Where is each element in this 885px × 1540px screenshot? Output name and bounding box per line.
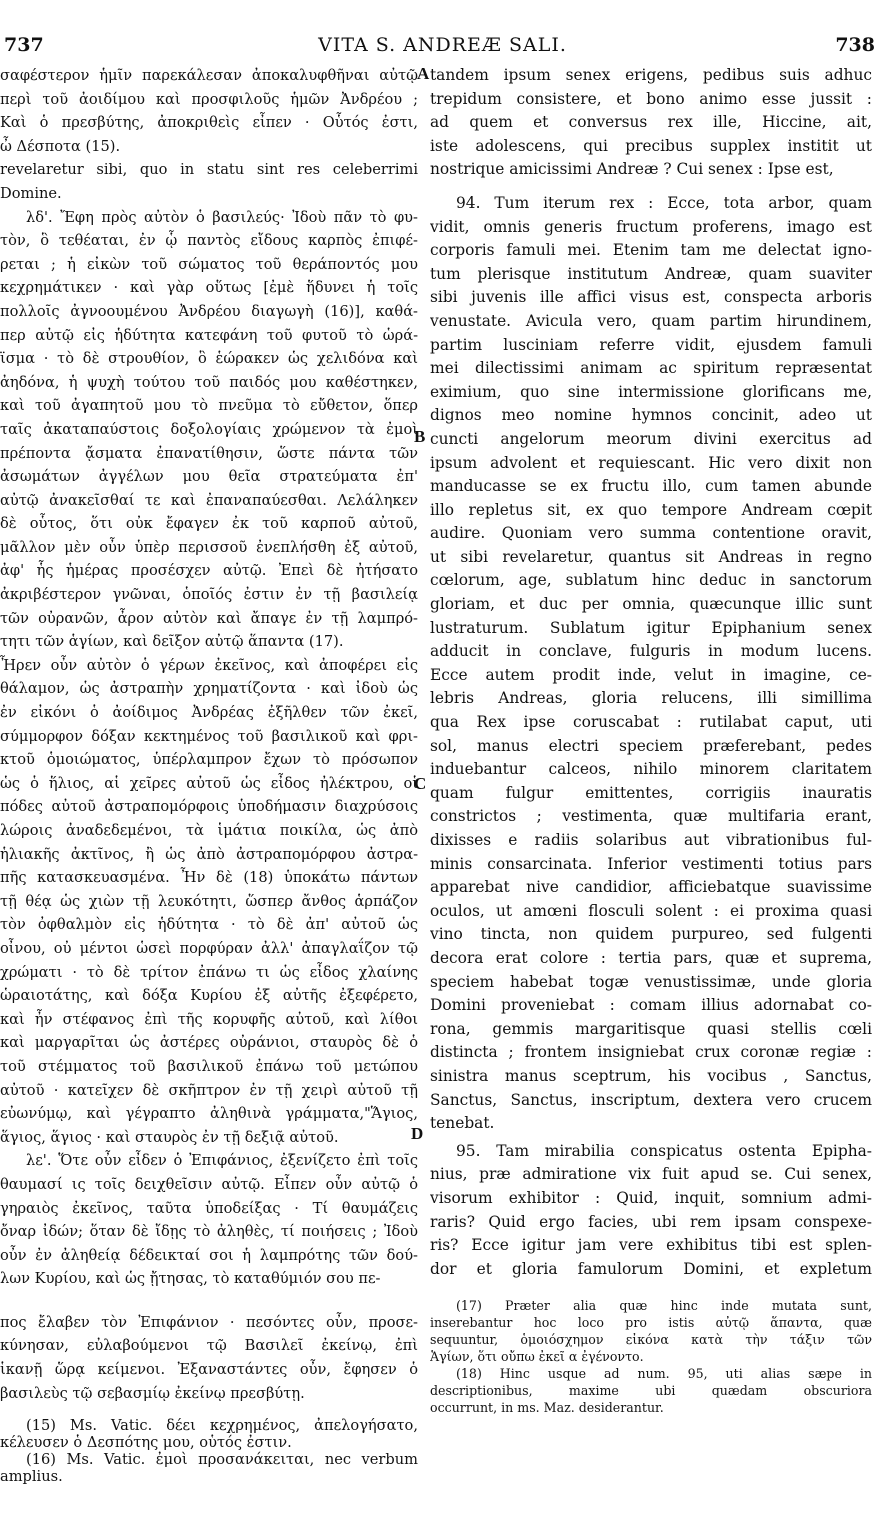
continuation-line: βασιλεὺς τῷ σεβασμίῳ ἐκείνῳ πρεσβύτῃ.	[0, 1384, 305, 1402]
text-line: ὡς ὁ ἥλιος, αἱ χεῖρες αὐτοῦ ὡς εἶδος ἠλέκτρου, οἱ	[0, 774, 418, 792]
continuation-line: πος ἔλαβεν τὸν Ἐπιφάνιον · πεσόντες οὖν, προσε-	[0, 1313, 418, 1331]
text-line: ρεται ; ἡ εἰκὼν τοῦ σώματος τοῦ θεράποντός μου	[0, 255, 418, 273]
section-marker-d: D	[411, 1124, 424, 1143]
text-line: τῶν οὐρανῶν, ἆρον αὐτὸν καὶ ἄπαγε ἐν τῇ λαμπρό-	[0, 609, 418, 627]
page-number-left: 737	[4, 34, 44, 56]
paragraph-94-line: distincta ; frontem insigniebat crux coronæ regiæ :	[430, 1043, 872, 1062]
paragraph-94-line: ut sibi revelaretur, quantus sit Andreas in regno	[430, 547, 872, 566]
text-line: ἀσωμάτων ἀγγέλων μου θεῖα στρατεύματα ἐπ'	[0, 468, 418, 486]
paragraph-94-line: Ecce autem prodit inde, velut in imagine, ce-	[430, 665, 872, 684]
paragraph-94-line: Domini proveniebat : comam illius adornabat co-	[430, 996, 872, 1015]
text-line: ἀκριβέστερον γνῶναι, ὁποῖός ἐστιν ἐν τῇ βασιλείᾳ	[0, 586, 418, 604]
footnote-line: occurrunt, in ms. Maz. desiderantur.	[430, 1400, 664, 1416]
paragraph-94-line: lustraturum. Sublatum igitur Epiphanium senex	[430, 618, 872, 637]
page-number-right: 738	[835, 34, 875, 56]
paragraph-94-line: constrictos ; vestimenta, quæ multifaria erant,	[430, 807, 872, 826]
paragraph-95-line: ris? Ecce igitur jam vere exhibitus tibi est splen-	[430, 1236, 872, 1255]
paragraph-94-line: audire. Quoniam vero summa contentione oravit,	[430, 524, 872, 543]
text-line: iste adolescens, qui precibus supplex institit ut	[430, 136, 872, 155]
text-line: ad quem et conversus rex ille, Hiccine, ait,	[430, 113, 872, 132]
latin-text-column	[430, 64, 872, 1416]
footnote-line: (17) Præter alia quæ hinc inde mutata sunt,	[456, 1298, 872, 1314]
text-line: δὲ οὗτος, ὅτι οὐκ ἔφαγεν ἐκ τοῦ καρποῦ αὐτοῦ,	[0, 515, 418, 533]
text-line: Domine.	[0, 184, 62, 202]
text-line: θάλαμον, ὡς ἀστραπὴν χρηματίζοντα · καὶ ἰδοὺ ὡς	[0, 680, 418, 698]
paragraph-95-line: 95. Tam mirabilia conspicatus ostenta Epipha-	[456, 1141, 872, 1160]
paragraph-95-line: dor et gloria famulorum Domini, et expletum	[430, 1259, 872, 1278]
paragraph-95-line: visorum exhibitor : Quid, inquit, somnium admi-	[430, 1188, 872, 1207]
text-line: κτοῦ ὁμοιώματος, ὑπέρλαμπρον ἔχων τὸ πρόσωπον	[0, 751, 418, 769]
text-line: πῆς κατασκευασμένα. Ἦν δὲ (18) ὑποκάτω πάντων	[0, 869, 418, 887]
text-line: ἀηδόνα, ἡ ψυχὴ τούτου τοῦ παιδός μου καθέστηκεν,	[0, 373, 418, 391]
footnote-line: inserebantur hoc loco pro istis αὐτῷ ἅπαντα, quæ	[430, 1315, 872, 1331]
text-line: πόδες αὐτοῦ ἀστραπομόρφοις ὑποδήμασιν διαχρύσοις	[0, 798, 418, 816]
text-line: γηραιὸς ἐκεῖνος, ταῦτα ὑποδείξας · Τί θαυμάζεις	[0, 1199, 418, 1217]
text-line: trepidum consistere, et bono animo esse jussit :	[430, 89, 872, 108]
page-header	[0, 28, 885, 62]
text-line: ἅγιος, ἅγιος · καὶ σταυρὸς ἐν τῇ δεξιᾷ αὐτοῦ.	[0, 1128, 339, 1146]
text-line: χρώματι · τὸ δὲ τρίτον ἐπάνω τι ὡς εἶδος χλαίνης	[0, 963, 418, 981]
paragraph-94-line: corporis famuli mei. Etenim tam me delectat igno-	[430, 241, 872, 260]
paragraph-94-line: tenebat.	[430, 1114, 495, 1133]
greek-text-column	[0, 64, 418, 1485]
text-line: κεχρημάτικεν · καὶ γὰρ οὕτως [ἐμὲ ἥδυνει ἡ τοῖς	[0, 279, 418, 297]
text-line: ἀφ' ἧς ἡμέρας προσέσχεν αὐτῷ. Ἐπεὶ δὲ ἠτήσατο	[0, 562, 418, 580]
paragraph-94-line: dignos meo nomine hymnos concinit, adeo ut	[430, 406, 872, 425]
footnote-line: (18) Hinc usque ad num. 95, uti alias sæpe in	[456, 1366, 872, 1382]
text-line: λε'. Ὅτε οὖν εἶδεν ὁ Ἐπιφάνιος, ἐξενίζετο ἐπὶ τοῖς	[26, 1152, 418, 1170]
section-marker-b: B	[414, 427, 426, 446]
footnote-line: sequuntur, ὁμοιόσχημον εἰκόνα κατὰ τὴν τάξιν τῶν	[430, 1332, 872, 1348]
paragraph-94-line: partim lusciniam referre vidit, ejusdem famuli	[430, 335, 872, 354]
text-line: revelaretur sibi, quo in statu sint res celeberrimi	[0, 161, 418, 179]
text-line: ὡραιοτάτης, καὶ δόξα Κυρίου ἐξ αὐτῆς ἐξεφέρετο,	[0, 987, 418, 1005]
paragraph-94-line: sibi juvenis ille affici visus est, conspecta arboris	[430, 288, 872, 307]
section-marker-c: C	[414, 774, 427, 793]
text-line: περ αὐτῷ εἰς ἡδύτητα κατεφάνη τοῦ φυτοῦ τὸ ὡρά-	[0, 326, 418, 344]
paragraph-94-line: quam fulgur emittentes, corrigiis inauratis	[430, 783, 872, 802]
paragraph-94-line: speciem habebat togæ venustissimæ, unde gloria	[430, 972, 872, 991]
text-line: οὖν ἐν ἀληθείᾳ δέδεικταί σοι ἡ λαμπρότης τῶν δού-	[0, 1246, 418, 1264]
text-line: σαφέστερον ἡμῖν παρεκάλεσαν ἀποκαλυφθῆναι αὐτῷ	[0, 67, 418, 84]
paragraph-94-line: minis consarcinata. Inferior vestimenti totius pars	[430, 854, 872, 873]
paragraph-94-line: adducit in conclave, fulguris in modum lucens.	[430, 642, 872, 661]
text-line: Ἦρεν οὖν αὐτὸν ὁ γέρων ἐκεῖνος, καὶ ἀποφέρει εἰς	[0, 656, 418, 674]
text-line: nostrique amicissimi Andreæ ? Cui senex : Ipse est,	[430, 160, 834, 179]
paragraph-94-line: manducasse se ex fructu illo, cum tamen abunde	[430, 477, 872, 496]
running-title: VITA S. ANDREÆ SALI.	[318, 34, 567, 56]
text-line: σύμμορφον δόξαν κεκτημένος τοῦ βασιλικοῦ καὶ φρι-	[0, 727, 418, 745]
paragraph-94-line: induebantur calceos, nihilo minorem claritatem	[430, 760, 872, 779]
text-line: εὐωνύμῳ, καὶ γέγραπτο ἀληθινὰ γράμματα,"Ἅγιος,	[0, 1105, 418, 1123]
text-line: θαυμασί ις τοῖς δειχθεῖσιν αὐτῷ. Εἶπεν οὖν αὐτῷ ὁ	[0, 1175, 418, 1193]
text-line: μᾶλλον μὲν οὖν ὑπὲρ περισσοῦ ἐνεπλήσθη ἐξ αὐτοῦ,	[0, 538, 418, 556]
section-marker-a: A	[417, 64, 430, 83]
paragraph-94-line: eximium, quo sine intermissione glorificans me,	[430, 382, 872, 401]
paragraph-94-line: decora erat colore : tertia pars, quæ et suprema,	[430, 948, 872, 967]
paragraph-95-line: nius, præ admiratione vix fuit apud se. Cui senex,	[430, 1165, 872, 1184]
paragraph-94-line: gloriam, et duc per omnia, quæcunque illic sunt	[430, 595, 872, 614]
text-line: λώροις ἀναδεδεμένοι, τὰ ἱμάτια ποικίλα, ὡς ἀπὸ	[0, 822, 418, 839]
text-line: Καὶ ὁ πρεσβύτης, ἀποκριθεὶς εἶπεν · Οὗτός ἐστι,	[0, 114, 418, 132]
text-line: πολλοῖς ἀγνοουμένου Ἀνδρέου διαγωγὴ (16)], καθά-	[0, 302, 418, 320]
text-line: ὦ Δέσποτα (15).	[0, 137, 121, 155]
text-line: τῇ θέᾳ ὡς χιὼν τῇ λευκότητι, ὥσπερ ἄνθος ἁρπάζον	[0, 892, 418, 910]
text-line: περὶ τοῦ ἀοιδίμου καὶ προσφιλοῦς ἡμῶν Ἀνδρέου ;	[0, 90, 418, 108]
paragraph-94-line: cuncti angelorum meorum divini exercitus ad	[430, 429, 872, 448]
continuation-line: κύνησαν, εὐλαβούμενοι τῷ Βασιλεῖ ἐκείνῳ, ἐπὶ	[0, 1337, 418, 1355]
footnote-line: amplius.	[0, 1468, 63, 1486]
text-line: τὸν ὀφθαλμὸν εἰς ἡδύτητα · τὸ δὲ ἀπ' αὐτοῦ ὡς	[0, 916, 418, 934]
text-line: ϊσμα · τὸ δὲ στρουθίον, ὃ ἑώρακεν ὡς χελιδόνα καὶ	[0, 350, 418, 368]
footnote-line: Ἁγίων, ὅτι οὔπω ἐκεῖ α ἐγένοντο.	[430, 1349, 644, 1365]
paragraph-94-line: Sanctus, Sanctus, inscriptum, dextera vero crucem	[430, 1090, 872, 1109]
text-line: ἐν εἰκόνι ὁ ἀοίδιμος Ἀνδρέας ἐξῆλθεν τῶν ἐκεῖ,	[0, 704, 418, 722]
paragraph-94-line: tum plerisque institutum Andreæ, quam suaviter	[430, 264, 872, 283]
paragraph-94-line: vidit, omnis generis fructum proferens, imago est	[430, 217, 872, 236]
paragraph-94-line: mei dilectissimi animam ac spiritum repræsentat	[430, 359, 872, 378]
paragraph-94-line: lebris Andreas, gloria relucens, illi simillima	[430, 689, 872, 708]
paragraph-94-line: venustate. Avicula vero, quam partim hirundinem,	[430, 311, 872, 330]
text-line: καὶ τοῦ ἀγαπητοῦ μου τὸ πνεῦμα τὸ εὔθετον, ὅπερ	[0, 397, 418, 415]
text-line: αὐτοῦ · κατεῖχεν δὲ σκῆπτρον ἐν τῇ χειρὶ αὐτοῦ τῇ	[0, 1081, 418, 1099]
paragraph-94-line: ipsum advolent et requiescant. Hic vero dixit non	[430, 453, 872, 472]
text-line: πρέποντα ᾄσματα ἐπανατίθησιν, ὥστε πάντα τῶν	[0, 444, 418, 462]
paragraph-94-line: vino tincta, non quidem purpureo, sed fulgenti	[430, 925, 872, 944]
footnote-line: (15) Ms. Vatic. δέει κεχρημένος, ἀπελογήσατο,	[26, 1417, 418, 1435]
text-line: tandem ipsum senex erigens, pedibus suis adhuc	[430, 66, 872, 84]
text-line: ταῖς ἀκαταπαύστοις δοξολογίαις χρώμενον τὰ ἐμοὶ	[0, 420, 418, 438]
text-line: ὄναρ ἰδών; ὅταν δὲ ἴδῃς τὸ ἀληθὲς, τί ποιήσεις ; Ἰδοὺ	[0, 1223, 418, 1241]
text-line: τητι τῶν ἁγίων, καὶ δεῖξον αὐτῷ ἅπαντα (17).	[0, 633, 344, 651]
paragraph-94-line: illo repletus sit, ex quo tempore Andream cœpit	[430, 500, 872, 519]
paragraph-94-line: dixisses e radiis solaribus aut vibrationibus ful-	[430, 831, 872, 849]
text-line: ἡλιακῆς ἀκτῖνος, ἢ ὡς ἀπὸ ἀστραπομόρφου ἀστρα-	[0, 845, 418, 863]
text-line: καὶ μαργαρῖται ὡς ἀστέρες οὐράνιοι, σταυρὸς δὲ ὁ	[0, 1034, 418, 1052]
paragraph-94-line: oculos, ut amœni flosculi solent : ei proxima quasi	[430, 901, 872, 920]
text-line: τὸν, ὃ τεθέαται, ἐν ᾧ παντὸς εἴδους καρπὸς ἐπιφέ-	[0, 232, 418, 250]
paragraph-94-line: 94. Tum iterum rex : Ecce, tota arbor, quam	[456, 193, 872, 212]
paragraph-94-line: qua Rex ipse coruscabat : rutilabat caput, uti	[430, 713, 872, 732]
continuation-line: ἱκανῇ ὥρᾳ κείμενοι. Ἐξαναστάντες οὖν, ἔφησεν ὁ	[0, 1361, 418, 1379]
text-line: λων Κυρίου, καὶ ὡς ᾔτησας, τὸ καταθύμιόν σου πε-	[0, 1270, 381, 1288]
text-line: λδ'. Ἔφη πρὸς αὐτὸν ὁ βασιλεύς· Ἰδοὺ πᾶν τὸ φυ-	[26, 208, 418, 226]
text-line: αὐτῷ ἀνακεῖσθαί τε καὶ ἐπαναπαύεσθαι. Λελάληκεν	[0, 491, 418, 509]
footnote-line: descriptionibus, maxime ubi quædam obscuriora	[430, 1383, 872, 1399]
footnote-line: (16) Ms. Vatic. ἐμοὶ προσανάκειται, nec verbum	[26, 1451, 418, 1469]
paragraph-94-line: rona, gemmis margaritisque quasi stellis cœli	[430, 1019, 872, 1038]
paragraph-94-line: sinistra manus sceptrum, his vocibus , Sanctus,	[430, 1066, 872, 1085]
paragraph-94-line: apparebat nive candidior, afficiebatque suavissime	[430, 878, 872, 897]
text-line: οἶνου, οὐ μέντοι ὡσεὶ πορφύραν ἀλλ' ἀπαγλαΐζον τῷ	[0, 939, 418, 957]
paragraph-95-line: raris? Quid ergo facies, ubi rem ipsam conspexe-	[430, 1212, 872, 1231]
paragraph-94-line: sol, manus electri speciem præferebant, pedes	[430, 736, 872, 755]
text-line: τοῦ στέμματος τοῦ βασιλικοῦ ἐπάνω τοῦ μετώπου	[0, 1057, 418, 1075]
footnote-line: κέλευσεν ὁ Δεσπότης μου, οὗτός ἐστιν.	[0, 1434, 292, 1452]
text-line: καὶ ἦν στέφανος ἐπὶ τῆς κορυφῆς αὐτοῦ, καὶ λίθοι	[0, 1010, 418, 1028]
paragraph-94-line: cœlorum, age, sublatum hinc deduc in sanctorum	[430, 571, 872, 590]
